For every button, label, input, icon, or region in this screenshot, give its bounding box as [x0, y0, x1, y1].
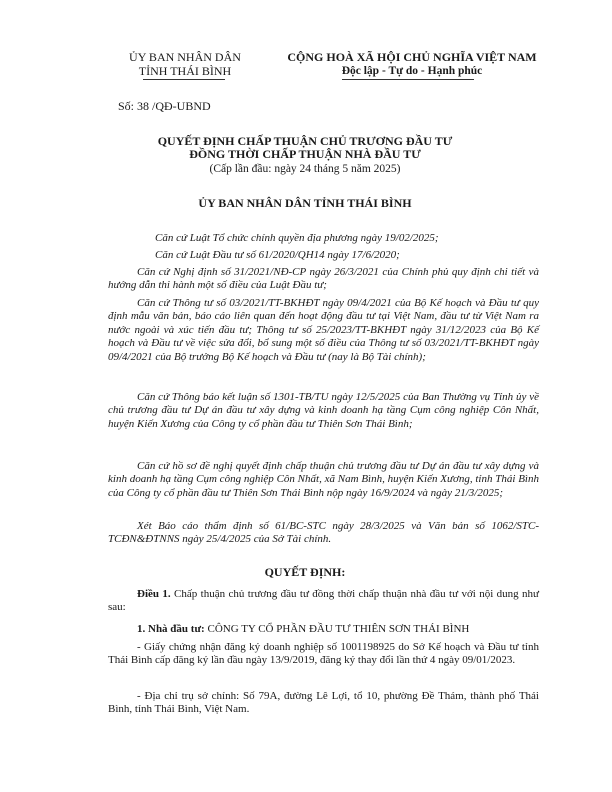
preamble-item: Căn cứ Thông tư số 03/2021/TT-BKHĐT ngày 09/4/2021 của Bộ Kế hoạch và Đầu tư quy định mẫu văn bản, báo cáo liên quan đến hoạt động đầu tư tại Việt Nam, đầu tư từ Việt Nam ra nước ngoài và xúc tiến đầu tư; Thông tư số 25/2023/TT-BKHĐT ngày 31/12/2023 của Bộ Kế hoạch và Đầu tư về việc sửa đổi, bổ sung một số điều của Thông tư số 03/2021/TT-BKHĐT ngày 09/4/2021 của Bộ trưởng Bộ Kế hoạch và Đầu tư (nay là Bộ Tài chính);: [108, 297, 539, 363]
preamble-item: Căn cứ hồ sơ đề nghị quyết định chấp thuận chủ trương đầu tư Dự án đầu tư xây dựng và kinh doanh hạ tầng Cụm công nghiệp Côn Nhất, xã Nam Bình, huyện Kiến Xương, tỉnh Thái Bình của Công ty cổ phần đầu tư Thiên Sơn Thái Bình nộp ngày 16/9/2024 và ngày 21/3/2025;: [108, 460, 539, 499]
investor-address: - Địa chỉ trụ sở chính: Số 79A, đường Lê Lợi, tổ 10, phường Đề Thám, thành phố Thái Bình, tỉnh Thái Bình, Việt Nam.: [108, 690, 539, 716]
investor-heading-label: 1. Nhà đầu tư:: [137, 623, 205, 635]
issuer-heading: ỦY BAN NHÂN DÂN TỈNH THÁI BÌNH: [198, 196, 412, 210]
preamble-item: Căn cứ Luật Tổ chức chính quyền địa phương ngày 19/02/2025;: [155, 232, 439, 244]
nation-name: CỘNG HOÀ XÃ HỘI CHỦ NGHĨA VIỆT NAM: [287, 50, 537, 64]
org-name-line2: TỈNH THÁI BÌNH: [138, 64, 232, 78]
motto-underline: [342, 79, 474, 80]
investor-name: CÔNG TY CỔ PHẦN ĐẦU TƯ THIÊN SƠN THÁI BÌNH: [204, 623, 470, 635]
article-1-text: Chấp thuận chủ trương đầu tư đồng thời chấp thuận nhà đầu tư với nội dung như sau:: [108, 588, 539, 614]
preamble-item: Căn cứ Luật Đầu tư số 61/2020/QH14 ngày 17/6/2020;: [155, 249, 400, 261]
article-1: [108, 588, 539, 615]
investor-heading: [108, 623, 539, 636]
org-underline: [143, 79, 225, 80]
document-subtitle: (Cấp lần đầu: ngày 24 tháng 5 năm 2025): [209, 163, 401, 175]
investor-registration: - Giấy chứng nhận đăng ký doanh nghiệp số 1001198925 do Sở Kế hoạch và Đầu tư tỉnh Thái Bình cấp đăng ký lần đầu ngày 13/9/2019, đăng ký thay đổi lần thứ 4 ngày 09/01/2023.: [108, 641, 539, 667]
preamble-item: Căn cứ Thông báo kết luận số 1301-TB/TU ngày 12/5/2025 của Ban Thường vụ Tỉnh ủy về chủ trương đầu tư Dự án đầu tư xây dựng và kinh doanh hạ tầng Cụm công nghiệp Côn Nhất, huyện Kiến Xương của Công ty cổ phần đầu tư Thiên Sơn Thái Bình;: [108, 391, 539, 430]
document-number: Số: 38 /QĐ-UBND: [118, 99, 211, 113]
preamble-item: Căn cứ Nghị định số 31/2021/NĐ-CP ngày 26/3/2021 của Chính phủ quy định chi tiết và hướng dẫn thi hành một số điều của Luật Đầu tư;: [108, 266, 539, 292]
document-title-line2: ĐỒNG THỜI CHẤP THUẬN NHÀ ĐẦU TƯ: [189, 147, 421, 161]
article-1-label: Điều 1.: [137, 588, 171, 600]
decision-heading: QUYẾT ĐỊNH:: [264, 565, 346, 579]
nation-motto: Độc lập - Tự do - Hạnh phúc: [341, 65, 483, 77]
preamble-item: Xét Báo cáo thẩm định số 61/BC-STC ngày 28/3/2025 và Văn bản số 1062/STC-TCĐN&ĐTNNS ngày 25/4/2025 của Sở Tài chính.: [108, 520, 539, 546]
org-name-line1: ỦY BAN NHÂN DÂN: [129, 50, 241, 64]
issuing-org: [100, 50, 270, 78]
document-title-line1: QUYẾT ĐỊNH CHẤP THUẬN CHỦ TRƯƠNG ĐẦU TƯ: [157, 134, 453, 148]
national-header: [272, 50, 552, 78]
